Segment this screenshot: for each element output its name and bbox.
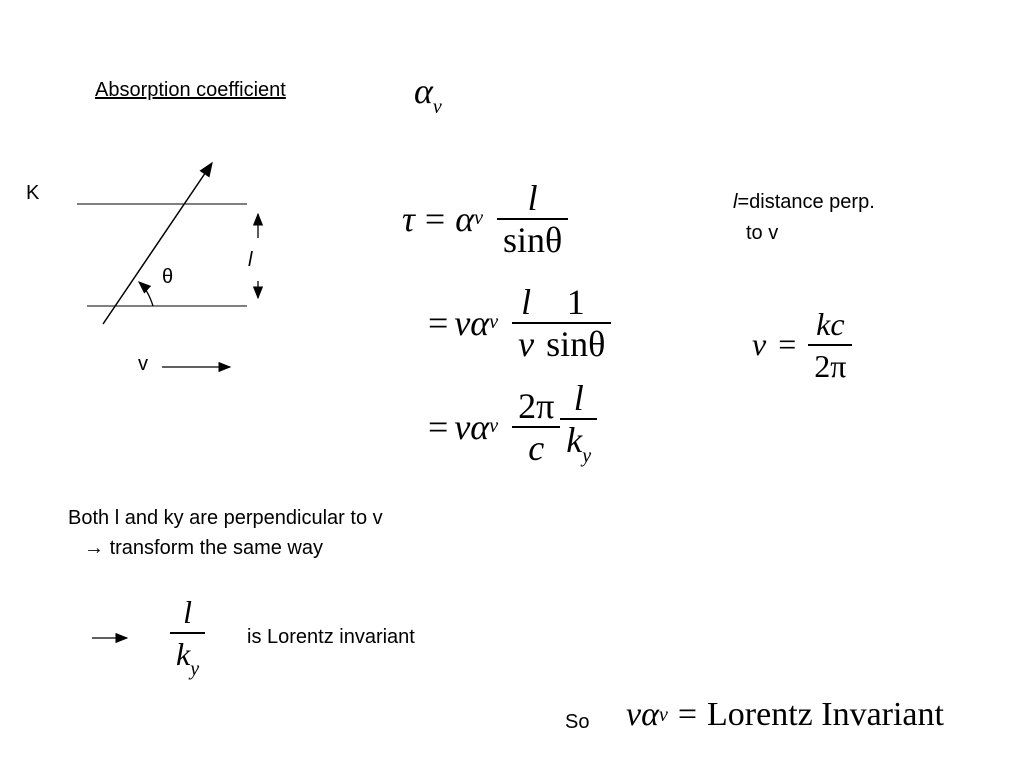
so-label: So <box>565 711 590 733</box>
denominator: 2π <box>814 347 847 384</box>
denominator: $k_y$ <box>176 635 200 680</box>
equals-sign: = <box>428 302 449 343</box>
numerator: l <box>521 282 532 322</box>
equation-line3 <box>428 378 597 476</box>
lorentz-invariant-text: is Lorentz invariant <box>247 626 415 648</box>
nu-symbol: ν <box>454 302 471 343</box>
right-arrow-icon: → <box>84 537 104 559</box>
alpha-symbol: α <box>470 302 490 343</box>
statement-line2 <box>84 537 323 560</box>
angle-arc-arrow <box>139 282 153 306</box>
length-label: l <box>248 249 253 271</box>
angle-label: θ <box>162 266 174 288</box>
alpha-symbol: α <box>414 71 433 111</box>
equals-sign: = <box>428 406 449 447</box>
statement-line1: Both l and ky are perpendicular to v <box>68 507 383 529</box>
slide-heading: Absorption coefficient <box>95 79 286 101</box>
denominator: $k_y$ <box>566 419 592 467</box>
equals-sign: = <box>677 696 698 733</box>
nu-symbol: ν <box>454 406 471 447</box>
equation-tau <box>402 178 568 260</box>
numerator: 2π <box>518 386 555 426</box>
equation-line2 <box>428 282 611 364</box>
denominator: ν <box>518 323 535 364</box>
fraction-l-over-nu <box>512 282 540 364</box>
numerator: kc <box>816 306 845 342</box>
denominator: c <box>528 427 545 468</box>
statement-line2-text: transform the same way <box>109 537 323 559</box>
l-definition-line2: to v <box>746 222 779 244</box>
fraction-kc-over-2pi <box>808 304 852 386</box>
nu-subscript: ν <box>489 311 499 334</box>
lorentz-invariant-rhs: Lorentz Invariant <box>707 696 944 733</box>
denominator: sinθ <box>546 323 606 364</box>
nu-subscript: ν <box>432 96 442 118</box>
alpha-symbol: α <box>641 696 659 733</box>
fraction-l-over-sin <box>497 178 568 260</box>
tau-symbol: τ <box>402 198 415 239</box>
nu-subscript: ν <box>474 207 483 230</box>
fraction-one-over-sin <box>540 282 611 364</box>
numerator: 1 <box>566 282 585 322</box>
nu-subscript: ν <box>658 703 668 726</box>
denominator: sinθ <box>503 219 563 260</box>
l-symbol: l <box>733 191 738 213</box>
nu-symbol: ν <box>626 696 642 733</box>
lorentz-fraction <box>170 592 205 689</box>
equals-sign: = <box>424 198 446 239</box>
l-definition-line1 <box>733 191 875 214</box>
alpha-symbol: α <box>455 198 475 239</box>
nu-symbol: ν <box>752 326 767 363</box>
fraction-l-over-ky <box>560 378 597 476</box>
numerator: l <box>183 594 192 630</box>
numerator: l <box>527 178 538 218</box>
numerator: l <box>573 378 584 418</box>
equals-sign: = <box>778 326 797 363</box>
nu-subscript: ν <box>489 415 499 438</box>
conclusion-equation <box>626 696 944 734</box>
fraction-l-over-ky <box>170 592 205 689</box>
ray-arrow <box>103 163 212 324</box>
fraction-2pi-over-c <box>512 386 560 468</box>
alpha-symbol: α <box>470 406 490 447</box>
l-definition-text: =distance perp. <box>737 191 875 213</box>
velocity-label: v <box>138 353 148 375</box>
nu-relation <box>752 304 852 386</box>
frame-label: K <box>26 182 40 204</box>
